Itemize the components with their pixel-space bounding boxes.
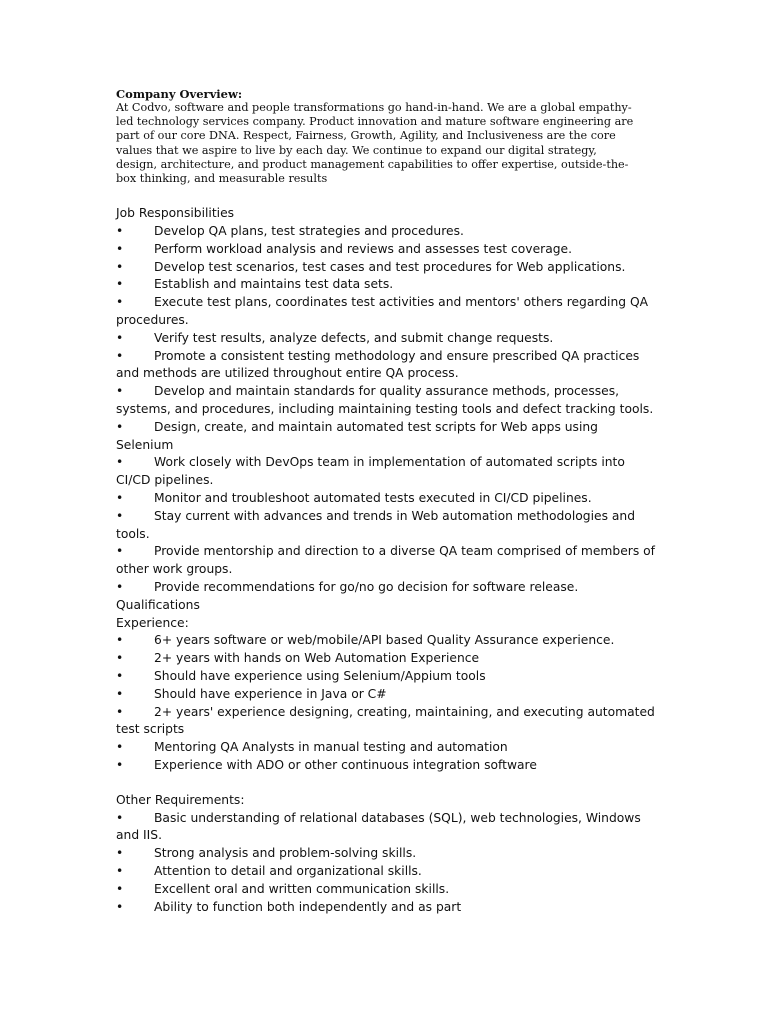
bullet-icon: • [116, 348, 124, 363]
document-page [116, 87, 656, 916]
list-item [116, 543, 656, 579]
list-item [116, 881, 656, 899]
list-item-text: Develop and maintain standards for quality assurance methods, processes, systems, and procedures, including maintaining testing tools and defect tracking tools. [116, 384, 654, 416]
list-item-text: Excellent oral and written communication skills. [154, 881, 450, 896]
list-item-text: Strong analysis and problem-solving skills. [154, 846, 417, 861]
list-item [116, 241, 656, 259]
list-item [116, 454, 656, 490]
list-item-text: 2+ years with hands on Web Automation Experience [154, 651, 480, 666]
list-item [116, 686, 656, 704]
list-item-text: Work closely with DevOps team in implementation of automated scripts into CI/CD pipelines. [116, 455, 625, 488]
list-item [116, 259, 656, 277]
company-overview-text: At Codvo, software and people transformations go hand-in-hand. We are a global empathy-led technology services company. Product innovation and mature software engineering are part of our core DNA. Respect, Fairness, Growth, Agility, and Inclusiveness are the core values that we aspire to live by each day. We continue to expand our digital strategy, design, architecture, and product management capabilities to offer expertise, outside-the-box thinking, and measurable results [116, 101, 634, 186]
bullet-icon: • [116, 651, 124, 666]
list-item [116, 632, 656, 650]
bullet-icon: • [116, 633, 124, 648]
list-item-text: Promote a consistent testing methodology and ensure prescribed QA practices and methods are utilized throughout entire QA process. [116, 348, 640, 381]
bullet-icon: • [116, 810, 124, 825]
list-item [116, 845, 656, 863]
bullet-icon: • [116, 295, 124, 310]
list-item-text: Stay current with advances and trends in Web automation methodologies and tools. [116, 508, 636, 541]
bullet-icon: • [116, 704, 124, 719]
list-item-text: Develop test scenarios, test cases and test procedures for Web applications. [154, 259, 626, 274]
bullet-icon: • [116, 668, 124, 683]
list-item-text: Basic understanding of relational databases (SQL), web technologies, Windows and IIS. [116, 810, 641, 843]
list-item-text: Should have experience using Selenium/Appium tools [154, 668, 486, 683]
bullet-icon: • [116, 508, 124, 523]
list-item-text: Execute test plans, coordinates test activities and mentors' others regarding QA procedures. [116, 295, 649, 327]
responsibilities-list [116, 223, 656, 597]
list-item [116, 863, 656, 881]
list-item [116, 704, 656, 740]
qualifications-heading: Qualifications [116, 597, 200, 612]
other-requirements-list [116, 810, 656, 917]
list-item-text: Should have experience in Java or C# [154, 686, 387, 701]
list-item-text: Provide recommendations for go/no go decision for software release. [154, 579, 579, 594]
bullet-icon: • [116, 899, 124, 914]
list-item [116, 348, 656, 384]
bullet-icon: • [116, 740, 124, 755]
bullet-icon: • [116, 579, 124, 594]
list-item-text: Verify test results, analyze defects, and submit change requests. [154, 330, 554, 345]
list-item [116, 276, 656, 294]
list-item [116, 810, 656, 846]
list-item-text: Attention to detail and organizational skills. [154, 863, 422, 878]
bullet-icon: • [116, 490, 124, 505]
experience-heading: Experience: [116, 615, 189, 630]
list-item [116, 330, 656, 348]
list-item-text: 2+ years' experience designing, creating, maintaining, and executing automated test scripts [116, 704, 655, 737]
list-item [116, 383, 656, 419]
job-responsibilities-heading: Job Responsibilities [116, 206, 235, 221]
bullet-icon: • [116, 384, 124, 399]
list-item-text: Develop QA plans, test strategies and procedures. [154, 224, 464, 239]
list-item-text: 6+ years software or web/mobile/API based Quality Assurance experience. [154, 633, 615, 648]
list-item-text: Establish and maintains test data sets. [154, 277, 394, 292]
bullet-icon: • [116, 863, 124, 878]
bullet-icon: • [116, 330, 124, 345]
list-item [116, 490, 656, 508]
list-item [116, 899, 656, 917]
list-item [116, 668, 656, 686]
company-overview-heading: Company Overview: [116, 87, 243, 101]
experience-list [116, 632, 656, 774]
list-item [116, 757, 656, 775]
bullet-icon: • [116, 277, 124, 292]
bullet-icon: • [116, 241, 124, 256]
list-item [116, 419, 656, 455]
list-item [116, 739, 656, 757]
list-item-text: Design, create, and maintain automated test scripts for Web apps using Selenium [116, 419, 598, 452]
list-item-text: Ability to function both independently and as part [154, 899, 462, 914]
bullet-icon: • [116, 686, 124, 701]
bullet-icon: • [116, 544, 124, 559]
list-item [116, 223, 656, 241]
bullet-icon: • [116, 419, 124, 434]
list-item [116, 294, 656, 330]
list-item [116, 579, 656, 597]
list-item-text: Experience with ADO or other continuous integration software [154, 757, 537, 772]
bullet-icon: • [116, 757, 124, 772]
list-item-text: Perform workload analysis and reviews and assesses test coverage. [154, 241, 573, 256]
list-item-text: Monitor and troubleshoot automated tests executed in CI/CD pipelines. [154, 490, 592, 505]
list-item [116, 508, 656, 544]
bullet-icon: • [116, 259, 124, 274]
bullet-icon: • [116, 455, 124, 470]
other-requirements-heading: Other Requirements: [116, 792, 245, 807]
bullet-icon: • [116, 881, 124, 896]
bullet-icon: • [116, 224, 124, 239]
list-item [116, 650, 656, 668]
list-item-text: Mentoring QA Analysts in manual testing and automation [154, 740, 508, 755]
bullet-icon: • [116, 846, 124, 861]
list-item-text: Provide mentorship and direction to a diverse QA team comprised of members of other work groups. [116, 544, 656, 577]
